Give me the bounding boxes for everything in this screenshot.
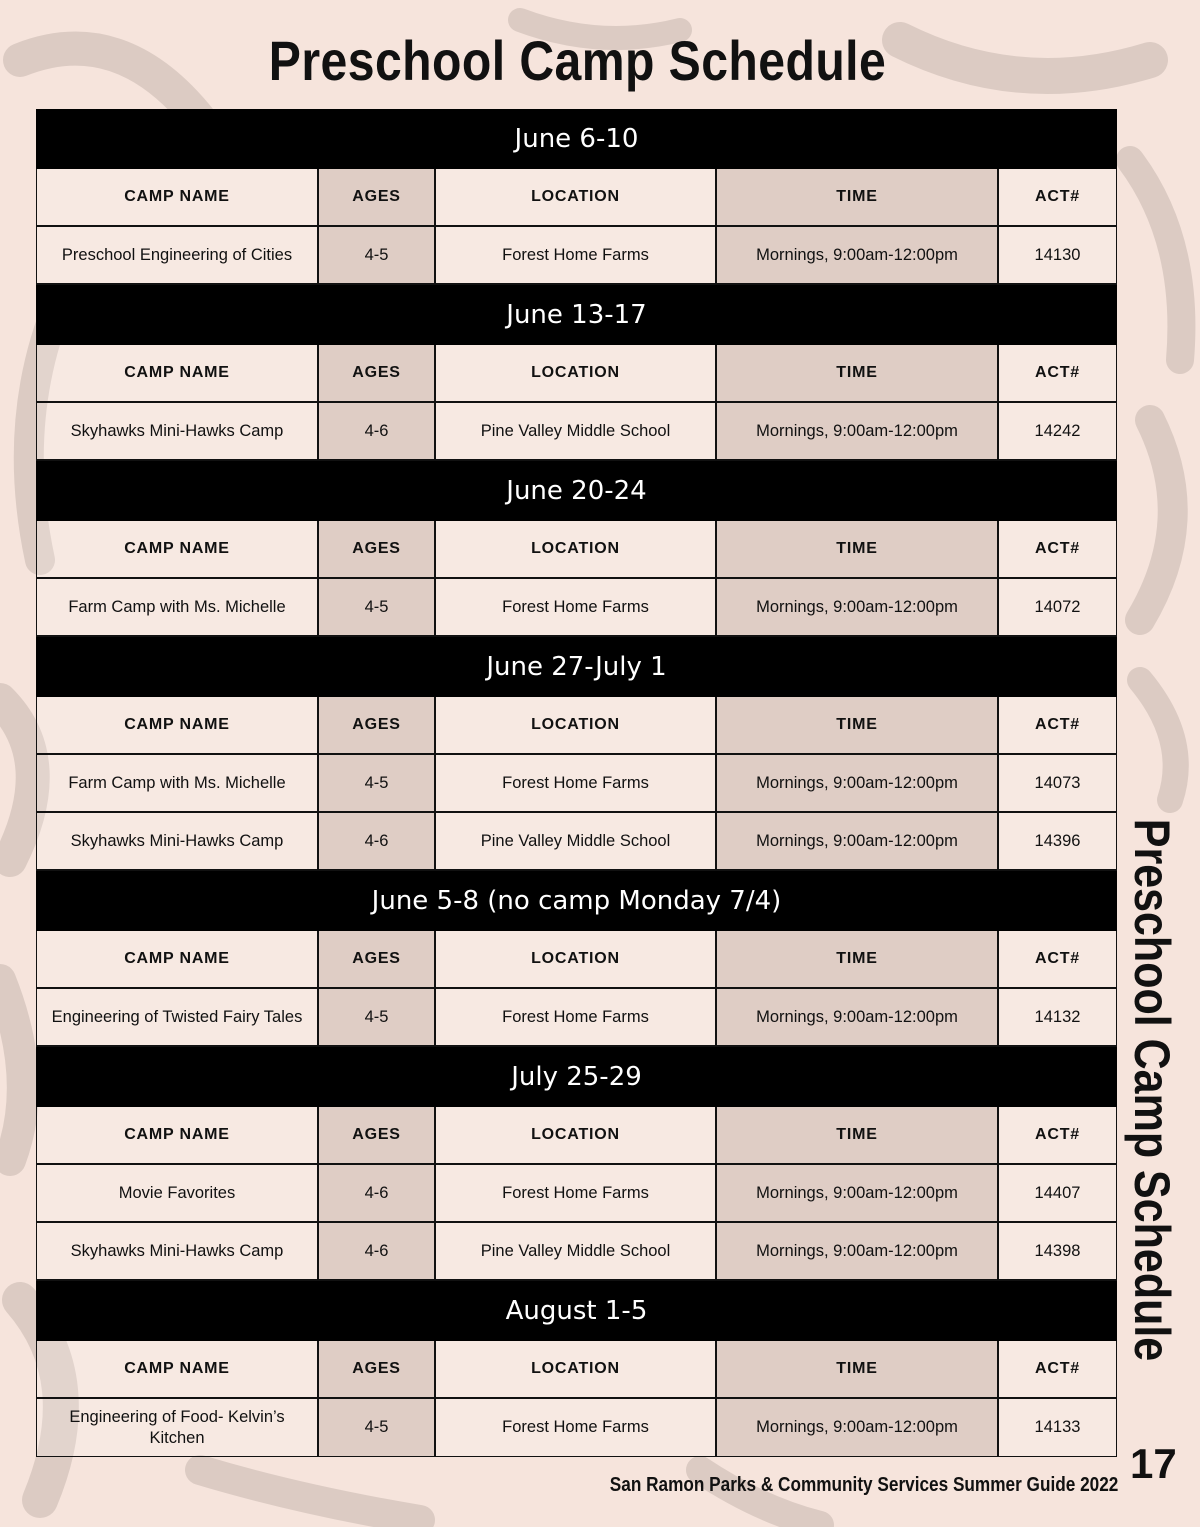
column-header-act-number: ACT# bbox=[999, 697, 1116, 753]
table-row bbox=[36, 989, 1117, 1047]
column-header-act-number: ACT# bbox=[999, 931, 1116, 987]
ages-cell: 4-5 bbox=[319, 1399, 436, 1456]
column-header-ages: AGES bbox=[319, 521, 436, 577]
time-cell: Mornings, 9:00am-12:00pm bbox=[717, 989, 999, 1045]
camp-name-cell: Preschool Engineering of Cities bbox=[37, 227, 319, 283]
table-row bbox=[36, 755, 1117, 813]
column-header-time: TIME bbox=[717, 931, 999, 987]
time-cell: Mornings, 9:00am-12:00pm bbox=[717, 1165, 999, 1221]
column-header-ages: AGES bbox=[319, 345, 436, 401]
ages-cell: 4-6 bbox=[319, 1165, 436, 1221]
table-row bbox=[36, 813, 1117, 871]
column-header-camp-name: CAMP NAME bbox=[37, 345, 319, 401]
column-header-time: TIME bbox=[717, 697, 999, 753]
column-header-location: LOCATION bbox=[436, 697, 717, 753]
column-header-act-number: ACT# bbox=[999, 169, 1116, 225]
act-number-cell: 14073 bbox=[999, 755, 1116, 811]
column-header-time: TIME bbox=[717, 169, 999, 225]
column-header-location: LOCATION bbox=[436, 345, 717, 401]
act-number-cell: 14398 bbox=[999, 1223, 1116, 1279]
camp-schedule-table bbox=[36, 109, 1117, 1457]
table-row bbox=[36, 403, 1117, 461]
time-cell: Mornings, 9:00am-12:00pm bbox=[717, 755, 999, 811]
act-number-cell: 14242 bbox=[999, 403, 1116, 459]
time-cell: Mornings, 9:00am-12:00pm bbox=[717, 227, 999, 283]
column-header-camp-name: CAMP NAME bbox=[37, 931, 319, 987]
week-header: June 27-July 1 bbox=[36, 637, 1117, 697]
location-cell: Forest Home Farms bbox=[436, 755, 717, 811]
camp-name-cell: Engineering of Food- Kelvin’s Kitchen bbox=[37, 1399, 319, 1456]
side-title bbox=[1122, 800, 1182, 1380]
column-header-act-number: ACT# bbox=[999, 345, 1116, 401]
camp-name-cell: Farm Camp with Ms. Michelle bbox=[37, 755, 319, 811]
location-cell: Forest Home Farms bbox=[436, 989, 717, 1045]
time-cell: Mornings, 9:00am-12:00pm bbox=[717, 813, 999, 869]
column-header-act-number: ACT# bbox=[999, 1341, 1116, 1397]
column-header-ages: AGES bbox=[319, 1107, 436, 1163]
camp-name-cell: Engineering of Twisted Fairy Tales bbox=[37, 989, 319, 1045]
location-cell: Forest Home Farms bbox=[436, 1165, 717, 1221]
column-header-camp-name: CAMP NAME bbox=[37, 697, 319, 753]
column-header-act-number: ACT# bbox=[999, 1107, 1116, 1163]
location-cell: Pine Valley Middle School bbox=[436, 403, 717, 459]
column-header-location: LOCATION bbox=[436, 169, 717, 225]
column-header-camp-name: CAMP NAME bbox=[37, 1107, 319, 1163]
table-row bbox=[36, 1399, 1117, 1457]
week-header: July 25-29 bbox=[36, 1047, 1117, 1107]
column-header-location: LOCATION bbox=[436, 931, 717, 987]
footer-text: San Ramon Parks & Community Services Summer Guide 2022 bbox=[609, 1474, 1118, 1496]
camp-name-cell: Skyhawks Mini-Hawks Camp bbox=[37, 1223, 319, 1279]
act-number-cell: 14133 bbox=[999, 1399, 1116, 1456]
table-row bbox=[36, 579, 1117, 637]
column-header-camp-name: CAMP NAME bbox=[37, 169, 319, 225]
column-header-act-number: ACT# bbox=[999, 521, 1116, 577]
time-cell: Mornings, 9:00am-12:00pm bbox=[717, 403, 999, 459]
ages-cell: 4-5 bbox=[319, 227, 436, 283]
location-cell: Forest Home Farms bbox=[436, 579, 717, 635]
act-number-cell: 14396 bbox=[999, 813, 1116, 869]
column-header-time: TIME bbox=[717, 1341, 999, 1397]
week-header: June 20-24 bbox=[36, 461, 1117, 521]
location-cell: Pine Valley Middle School bbox=[436, 1223, 717, 1279]
location-cell: Forest Home Farms bbox=[436, 227, 717, 283]
table-row bbox=[36, 1223, 1117, 1281]
time-cell: Mornings, 9:00am-12:00pm bbox=[717, 1223, 999, 1279]
week-header: June 6-10 bbox=[36, 109, 1117, 169]
location-cell: Forest Home Farms bbox=[436, 1399, 717, 1456]
column-header-location: LOCATION bbox=[436, 1341, 717, 1397]
column-header-ages: AGES bbox=[319, 697, 436, 753]
ages-cell: 4-5 bbox=[319, 755, 436, 811]
time-cell: Mornings, 9:00am-12:00pm bbox=[717, 579, 999, 635]
page-number: 17 bbox=[1130, 1440, 1177, 1487]
column-header-row bbox=[36, 931, 1117, 989]
camp-name-cell: Skyhawks Mini-Hawks Camp bbox=[37, 403, 319, 459]
column-header-camp-name: CAMP NAME bbox=[37, 521, 319, 577]
column-header-row bbox=[36, 1107, 1117, 1165]
table-row bbox=[36, 227, 1117, 285]
act-number-cell: 14072 bbox=[999, 579, 1116, 635]
column-header-location: LOCATION bbox=[436, 1107, 717, 1163]
column-header-ages: AGES bbox=[319, 1341, 436, 1397]
time-cell: Mornings, 9:00am-12:00pm bbox=[717, 1399, 999, 1456]
page-title: Preschool Camp Schedule bbox=[268, 29, 887, 92]
ages-cell: 4-6 bbox=[319, 403, 436, 459]
act-number-cell: 14407 bbox=[999, 1165, 1116, 1221]
act-number-cell: 14130 bbox=[999, 227, 1116, 283]
week-header: June 5-8 (no camp Monday 7/4) bbox=[36, 871, 1117, 931]
column-header-ages: AGES bbox=[319, 931, 436, 987]
column-header-row bbox=[36, 169, 1117, 227]
camp-name-cell: Farm Camp with Ms. Michelle bbox=[37, 579, 319, 635]
column-header-camp-name: CAMP NAME bbox=[37, 1341, 319, 1397]
location-cell: Pine Valley Middle School bbox=[436, 813, 717, 869]
week-header: August 1-5 bbox=[36, 1281, 1117, 1341]
column-header-row bbox=[36, 1341, 1117, 1399]
side-title-text: Preschool Camp Schedule bbox=[1124, 818, 1180, 1362]
column-header-location: LOCATION bbox=[436, 521, 717, 577]
column-header-row bbox=[36, 697, 1117, 755]
week-header: June 13-17 bbox=[36, 285, 1117, 345]
column-header-row bbox=[36, 521, 1117, 579]
ages-cell: 4-6 bbox=[319, 813, 436, 869]
ages-cell: 4-5 bbox=[319, 579, 436, 635]
column-header-ages: AGES bbox=[319, 169, 436, 225]
ages-cell: 4-6 bbox=[319, 1223, 436, 1279]
column-header-row bbox=[36, 345, 1117, 403]
column-header-time: TIME bbox=[717, 521, 999, 577]
camp-name-cell: Skyhawks Mini-Hawks Camp bbox=[37, 813, 319, 869]
column-header-time: TIME bbox=[717, 1107, 999, 1163]
ages-cell: 4-5 bbox=[319, 989, 436, 1045]
column-header-time: TIME bbox=[717, 345, 999, 401]
act-number-cell: 14132 bbox=[999, 989, 1116, 1045]
table-row bbox=[36, 1165, 1117, 1223]
camp-name-cell: Movie Favorites bbox=[37, 1165, 319, 1221]
